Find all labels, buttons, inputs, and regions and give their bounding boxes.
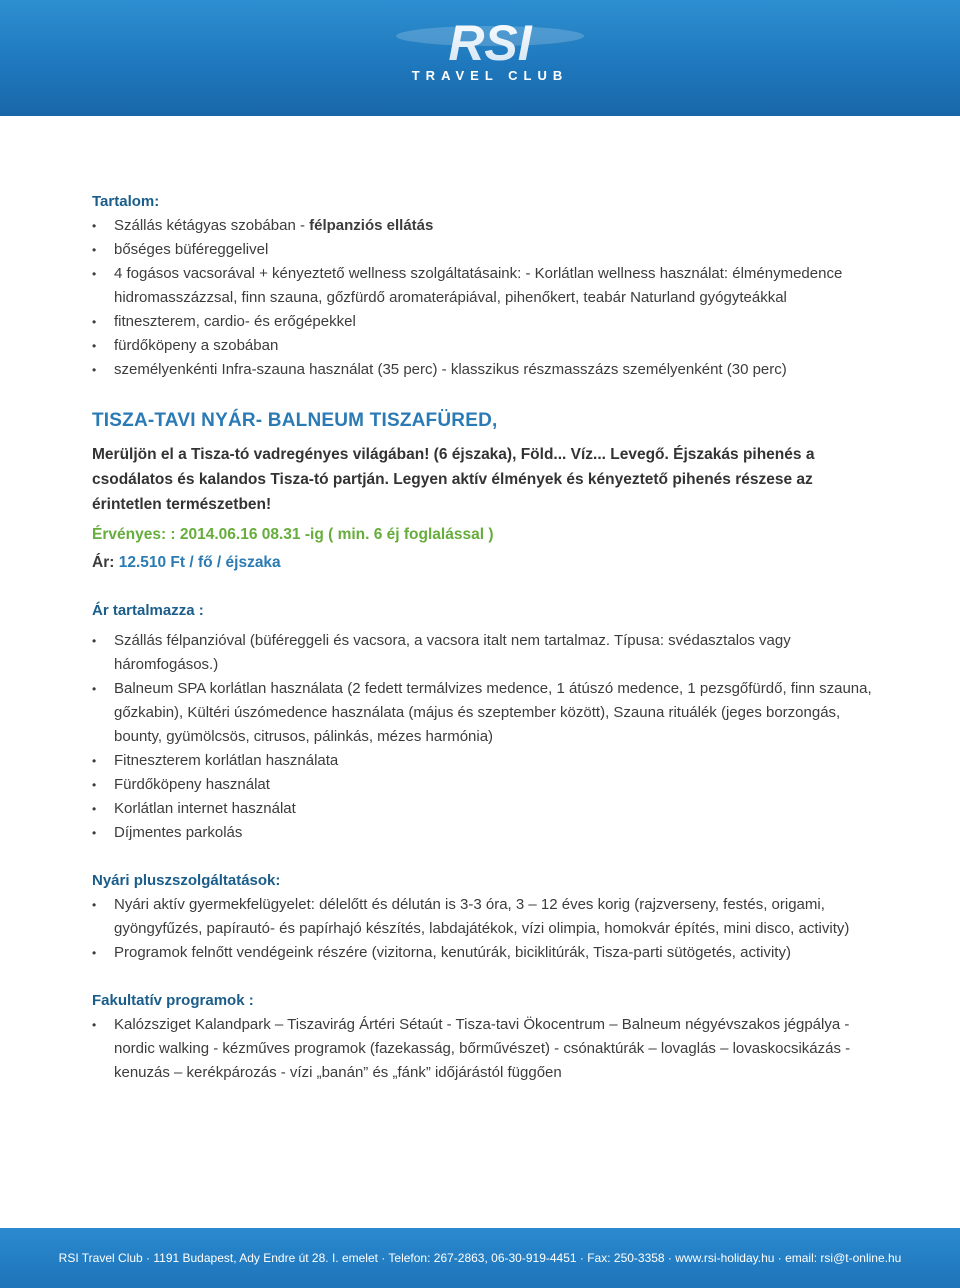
list-item: • személyenkénti Infra-szauna használat (35 perc) - klasszikus részmasszázs személyenként (30 perc) [92, 358, 882, 382]
list-item: • Fürdőköpeny használat [92, 773, 882, 797]
list-item: • Kalózsziget Kalandpark – Tiszavirág Ártéri Sétaút - Tisza-tavi Ökocentrum – Balneum négyévszakos jégpálya - nordic walking - kézműves programok (fazekasság, bőrművészet) - csónaktúrák – lovaglás – lovaskocsikázás - kenuzás – kerékpározás - vízi „banán” és „fánk” időjárástól függően [92, 1013, 882, 1085]
includes-heading: Ár tartalmazza : [92, 602, 204, 619]
list-item: • Díjmentes parkolás [92, 821, 882, 845]
summer-list [92, 893, 882, 965]
logo-word: RSI [448, 15, 532, 71]
tartalom-list [92, 214, 882, 382]
list-item: • Fitneszterem korlátlan használata [92, 749, 882, 773]
includes-list [92, 629, 882, 845]
summer-heading: Nyári pluszszolgáltatások: [92, 872, 281, 889]
list-item: • Balneum SPA korlátlan használata (2 fedett termálvizes medence, 1 átúszó medence, 1 pezsgőfürdő, finn szauna, gőzkabin), Kültéri úszómedence használata (május és szeptember között), Szauna rituálék (jeges borzongás, bounty, gyümölcsös, citrusos, pálinkás, mézes harmónia) [92, 677, 882, 749]
list-item: • 4 fogásos vacsorával + kényeztető wellness szolgáltatásaink: - Korlátlan wellness használat: élménymedence hidromasszázzsal, finn szauna, gőzfürdő aromaterápiával, pihenőkert, teabár Naturland gyógyteákkal [92, 262, 882, 310]
main-content [92, 190, 882, 1085]
list-item: • Szállás félpanzióval (büféreggeli és vacsora, a vacsora italt nem tartalmaz. Típusa: svédasztalos vagy háromfogásos.) [92, 629, 882, 677]
rsi-travel-club-logo [390, 6, 590, 110]
header-banner [0, 0, 960, 116]
list-item: • Programok felnőtt vendégeink részére (vizitorna, kenutúrák, biciklitúrák, Tisza-parti sütögetés, activity) [92, 941, 882, 965]
tartalom-heading: Tartalom: [92, 193, 160, 210]
list-item: • Nyári aktív gyermekfelügyelet: délelőtt és délután is 3-3 óra, 3 – 12 éves korig (rajzverseny, festés, origami, gyöngyfűzés, papírautó- és papírhajó készítés, labdajátékok, vízi olimpia, homokvár építés, mini disco, activity) [92, 893, 882, 941]
price-line [92, 551, 882, 575]
optional-heading: Fakultatív programok : [92, 992, 254, 1009]
list-item: • Korlátlan internet használat [92, 797, 882, 821]
list-item: • fürdőköpeny a szobában [92, 334, 882, 358]
offer-lead: Merüljön el a Tisza-tó vadregényes világában! (6 éjszaka), Föld... Víz... Levegő. Éjszakás pihenés a csodálatos és kalandos Tisza-tó partján. Legyen aktív élmények és kényeztető pihenés részese az érintetlen természetben! [92, 446, 815, 513]
price-label: Ár: [92, 554, 115, 571]
list-item: • Szállás kétágyas szobában - félpanziós ellátás [92, 214, 882, 238]
logo-sub: TRAVEL CLUB [411, 68, 569, 83]
footer-contact: RSI Travel Club · 1191 Budapest, Ady Endre út 28. I. emelet · Telefon: 267-2863, 06-30-919-4451 · Fax: 250-3358 · www.rsi-holiday.hu · email: rsi@t-online.hu [0, 1228, 960, 1288]
list-item: • fitneszterem, cardio- és erőgépekkel [92, 310, 882, 334]
price-value: 12.510 Ft / fő / éjszaka [118, 554, 281, 571]
list-item: • bőséges büféreggelivel [92, 238, 882, 262]
optional-list [92, 1013, 882, 1085]
validity: Érvényes: : 2014.06.16 08.31 -ig ( min. 6 éj foglalással ) [92, 526, 494, 543]
offer-title: TISZA-TAVI NYÁR- BALNEUM TISZAFÜRED, [92, 410, 498, 431]
